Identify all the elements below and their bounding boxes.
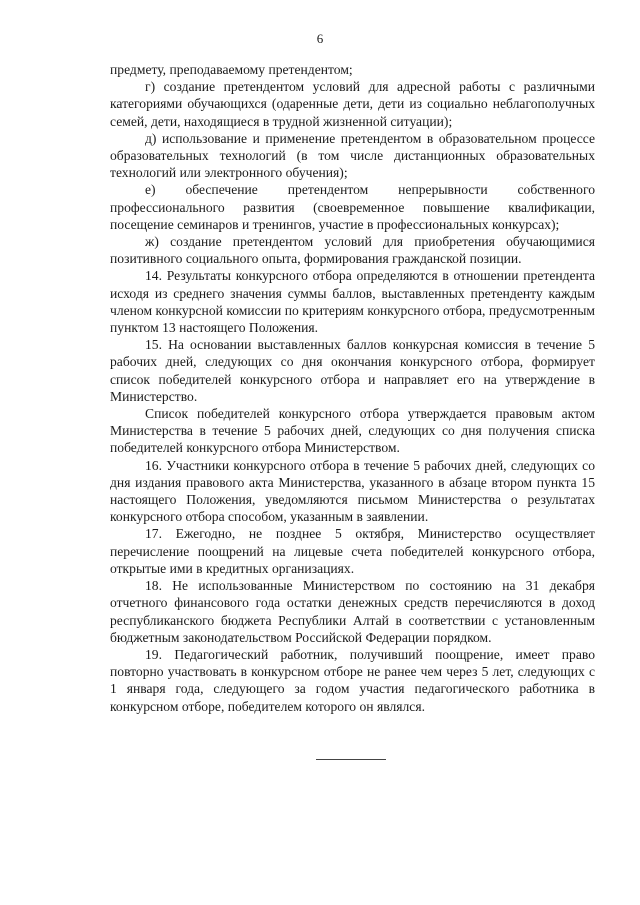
paragraph-clause-15-2: Список победителей конкурсного отбора утверждается правовым актом Министерства в течение 5 рабочих дней, следующих со дня получения списка победителей конкурсного отбора Министерством. <box>110 406 595 456</box>
paragraph-continuation: предмету, преподаваемому претендентом; <box>110 62 353 77</box>
paragraph-item-zh: ж) создание претендентом условий для приобретения обучающимися позитивного социального опыта, формирования гражданской позиции. <box>110 234 595 267</box>
paragraph-item-g: г) создание претендентом условий для адресной работы с различными категориями обучающихся (одаренные дети, дети из социально неблагополучных семей, дети, находящиеся в трудной жизненной ситуации); <box>110 79 595 129</box>
paragraph-clause-15: 15. На основании выставленных баллов конкурсная комиссия в течение 5 рабочих дней, следующих со дня окончания конкурсного отбора, формирует список победителей конкурсного отбора и направляет его на утверждение в Министерство. <box>110 337 595 404</box>
paragraph-item-d: д) использование и применение претендентом в образовательном процессе образовательных технологий (в том числе дистанционных образовательных технологий или электронного обучения); <box>110 130 595 181</box>
paragraph-clause-18: 18. Не использованные Министерством по состоянию на 31 декабря отчетного финансового года остатки денежных средств перечисляются в доход республиканского бюджета Республики Алтай в соответствии с установленным бюджетным законодательством Российской Федерации порядком. <box>110 578 595 645</box>
paragraph-clause-19: 19. Педагогический работник, получивший поощрение, имеет право повторно участвовать в конкурсном отборе не ранее чем через 5 лет, следующих с 1 января года, следующего за годом участия педагогического работника в конкурсном отборе, победителем которого он являлся. <box>110 646 595 714</box>
document-body <box>110 61 595 715</box>
page-number: 6 <box>316 31 324 46</box>
paragraph-clause-16: 16. Участники конкурсного отбора в течение 5 рабочих дней, следующих со дня издания правового акта Министерства, указанного в абзаце втором пункта 15 настоящего Положения, уведомляются письмом Министерства о результатах конкурсного отбора способом, указанным в заявлении. <box>110 457 595 525</box>
paragraph-item-e: е) обеспечение претендентом непрерывности собственного профессионального развития (своевременное повышение квалификации, посещение семинаров и тренингов, участие в профессиональных конкурсах); <box>110 182 595 232</box>
closing-divider <box>316 759 386 760</box>
paragraph-clause-17: 17. Ежегодно, не позднее 5 октября, Министерство осуществляет перечисление поощрений на лицевые счета победителей конкурсного отбора, открытые ими в кредитных организациях. <box>110 526 595 576</box>
paragraph-clause-14: 14. Результаты конкурсного отбора определяются в отношении претендента исходя из среднего значения суммы баллов, выставленных претенденту каждым членом конкурсной комиссии по критериям конкурсного отбора, предусмотренным пунктом 13 настоящего Положения. <box>110 268 595 336</box>
